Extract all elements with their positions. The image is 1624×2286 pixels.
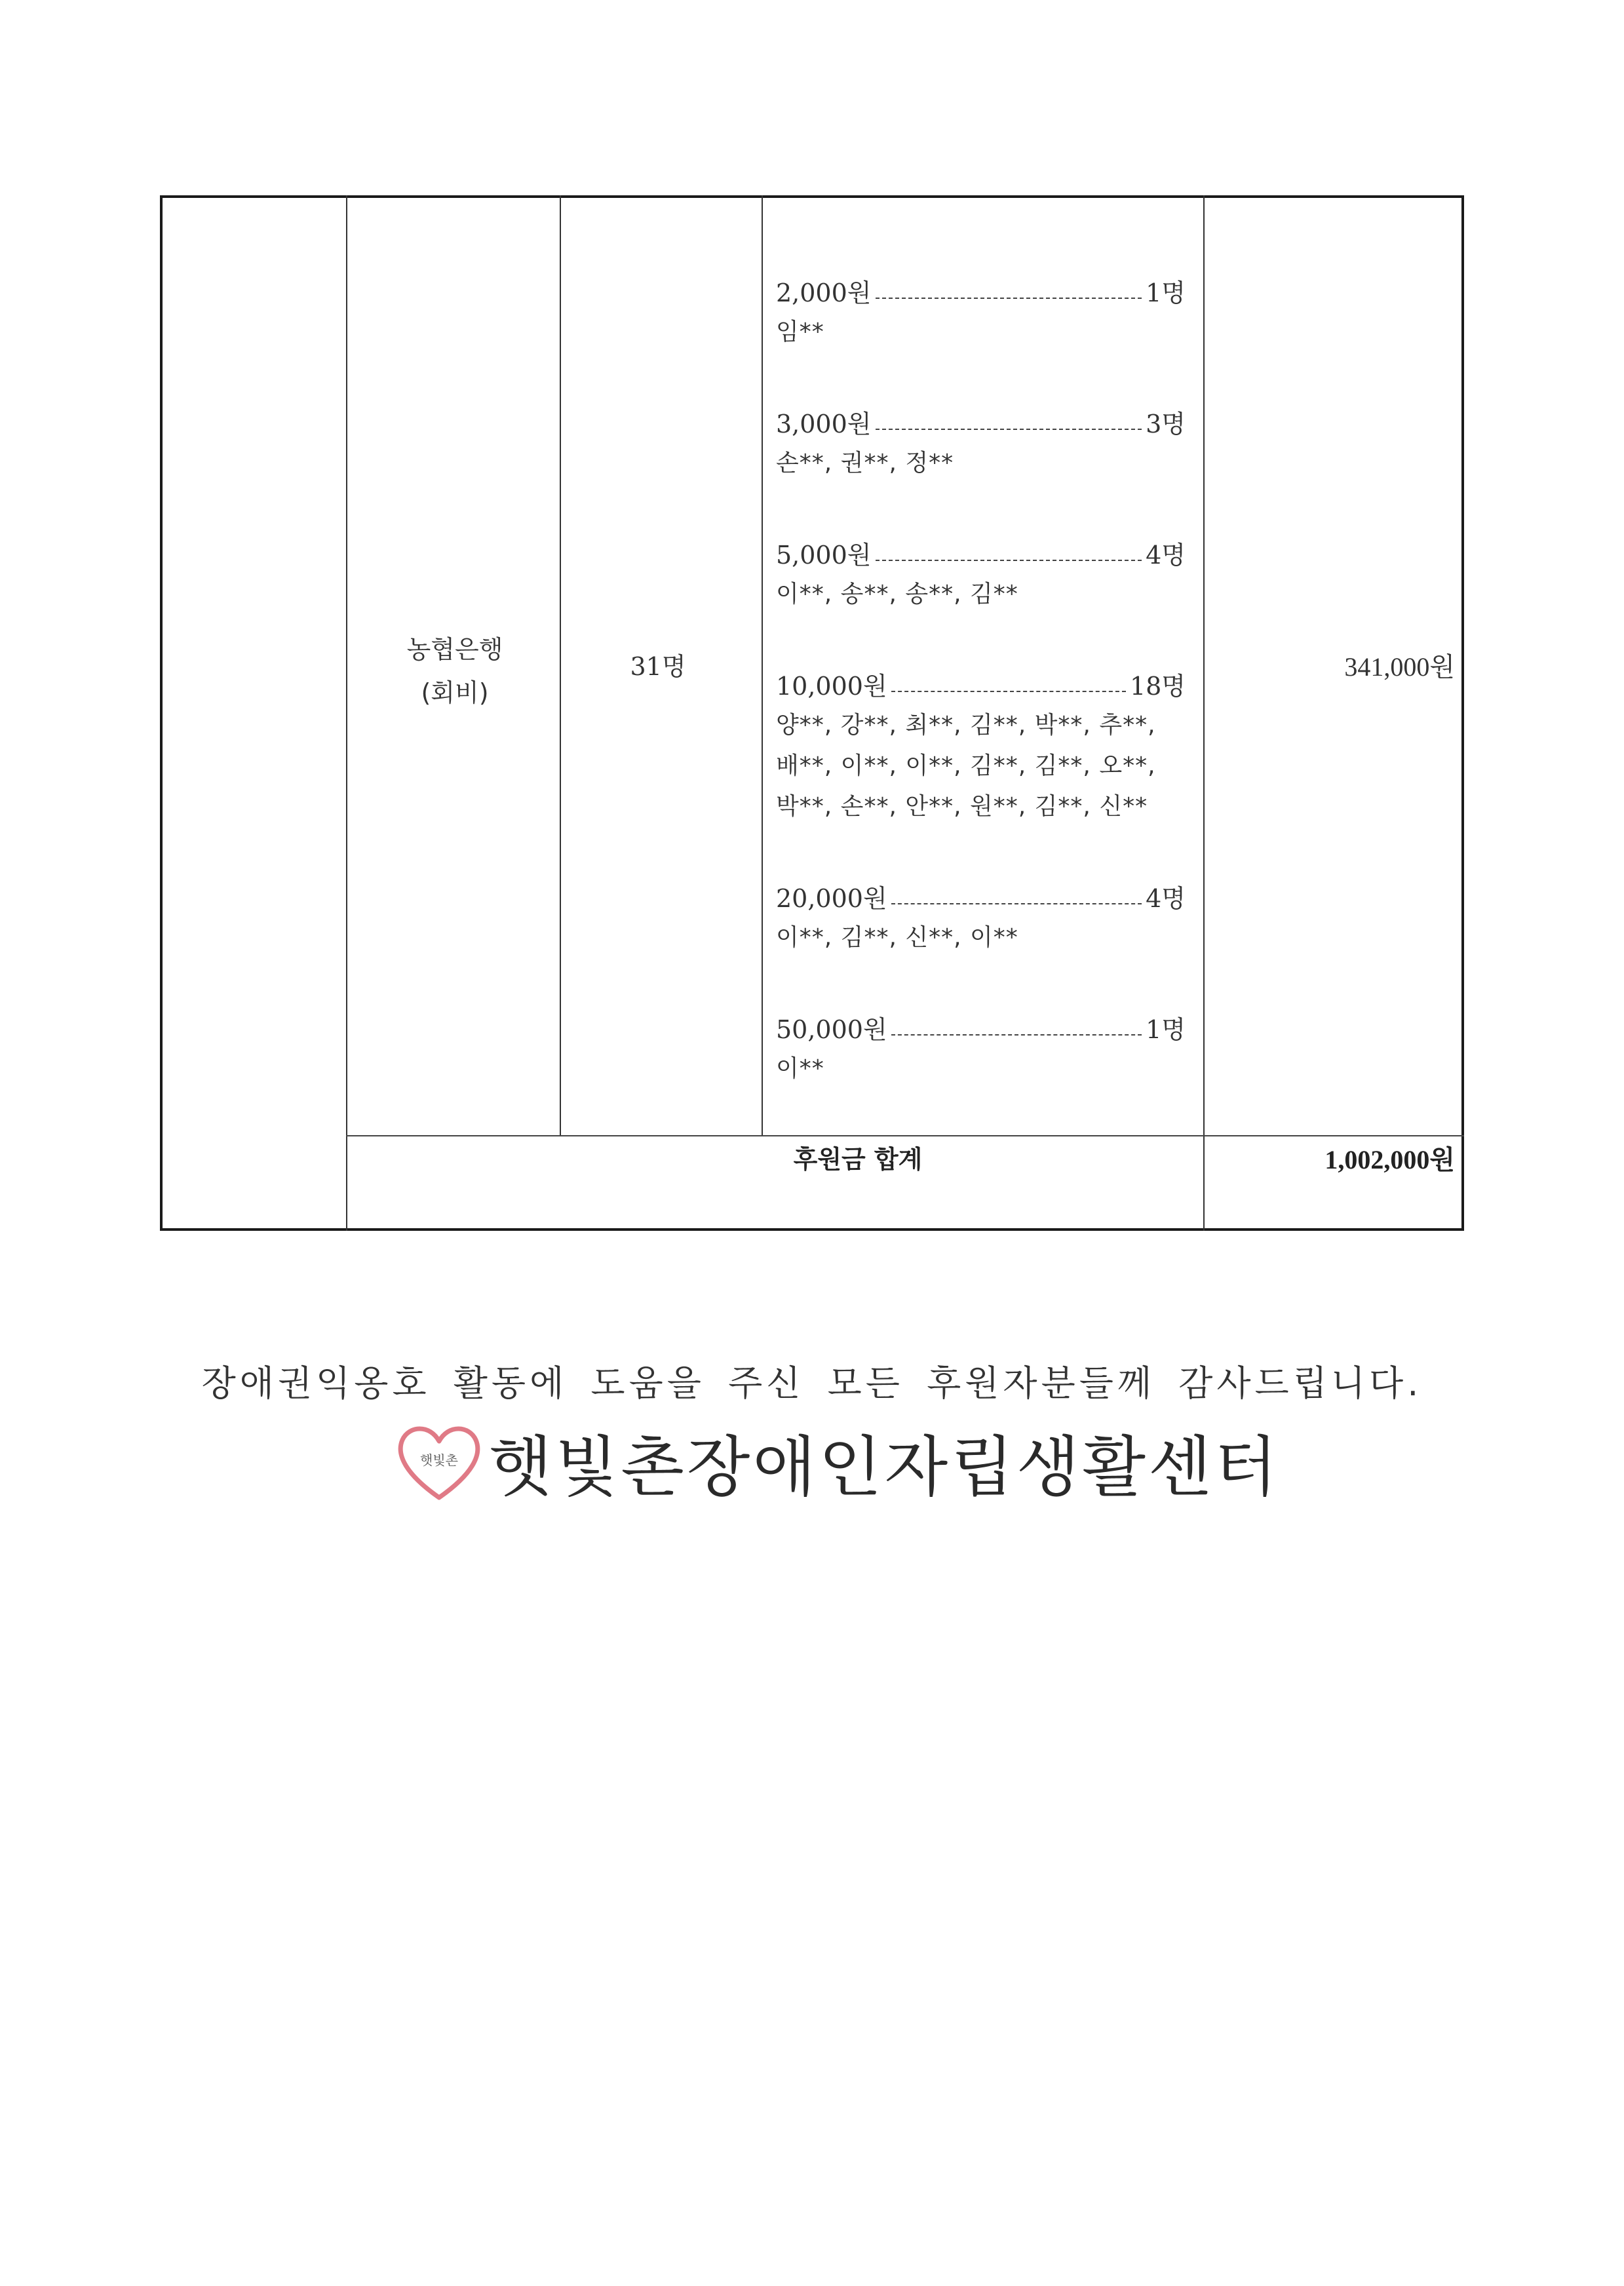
donation-amount-label: 20,000원	[776, 884, 887, 913]
thanks-message: 장애권익옹호 활동에 도움을 주신 모든 후원자분들께 감사드립니다.	[201, 1363, 1423, 1404]
donation-table	[160, 195, 1464, 1231]
donor-count: 4명	[1146, 541, 1186, 570]
member-count: 31명	[630, 652, 686, 681]
dash-leader	[891, 891, 1142, 904]
donation-amount-label: 5,000원	[776, 541, 872, 570]
donor-names: 임**	[776, 319, 824, 345]
total-amount: 1,002,000원	[1324, 1145, 1455, 1174]
donor-group	[776, 666, 1186, 827]
donor-names: 이**, 송**, 송**, 김**	[776, 581, 1018, 608]
donor-group-header	[776, 1009, 1186, 1049]
donor-names: 이**	[776, 1055, 824, 1082]
donation-amount-label: 10,000원	[776, 672, 887, 701]
donor-groups	[776, 273, 1186, 1140]
dash-leader	[876, 417, 1142, 430]
donor-group	[776, 404, 1186, 484]
donor-group-header	[776, 878, 1186, 918]
donor-count: 1명	[1146, 279, 1186, 307]
dash-leader	[891, 1022, 1142, 1036]
center-logo	[393, 1416, 1280, 1507]
donor-names: 이**, 김**, 신**, 이**	[776, 924, 1018, 951]
donor-group-header	[776, 404, 1186, 443]
donor-count: 4명	[1146, 884, 1186, 913]
donation-amount-label: 50,000원	[776, 1015, 887, 1044]
bank-label: 농협은행	[406, 635, 503, 664]
bank-sub-label: (회비)	[421, 678, 489, 707]
donor-group-header	[776, 535, 1186, 574]
center-name: 햇빛촌장애인자립생활센터	[489, 1429, 1281, 1505]
svg-text:햇빛촌: 햇빛촌	[420, 1452, 458, 1468]
total-label: 후원금 합계	[793, 1145, 923, 1174]
column-divider	[762, 195, 763, 1136]
donor-names: 손**, 권**, 정**	[776, 450, 954, 476]
donor-count: 1명	[1146, 1015, 1186, 1044]
donor-group-header	[776, 273, 1186, 312]
donor-count: 3명	[1146, 410, 1186, 438]
donor-names: 양**, 강**, 최**, 김**, 박**, 추**, 배**, 이**, 이**, 김**, 김**, 오**, 박**, 손**, 안**, 원**, 김**, 신**	[776, 712, 1156, 820]
heart-logo-icon	[393, 1419, 485, 1504]
donation-amount-label: 3,000원	[776, 410, 872, 438]
donation-amount-label: 2,000원	[776, 279, 872, 307]
bank-cell	[347, 628, 563, 714]
dash-leader	[876, 286, 1142, 299]
dash-leader	[891, 679, 1126, 692]
donor-count: 18명	[1129, 672, 1186, 701]
donor-group	[776, 273, 1186, 353]
donor-group	[776, 1009, 1186, 1089]
subtotal-amount: 341,000원	[1344, 652, 1455, 682]
column-divider	[1203, 195, 1205, 1231]
donor-group-header	[776, 666, 1186, 705]
donor-group	[776, 535, 1186, 615]
donor-group	[776, 878, 1186, 958]
dash-leader	[876, 548, 1142, 561]
